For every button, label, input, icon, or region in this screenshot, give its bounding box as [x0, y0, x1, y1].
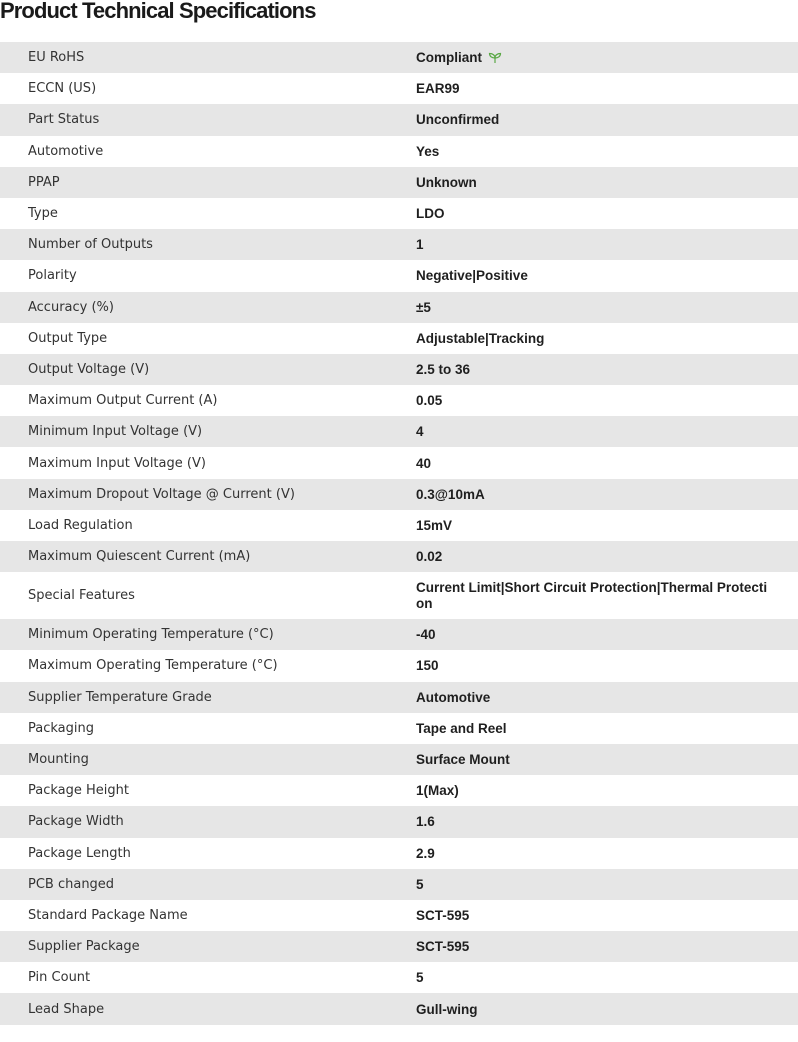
spec-row — [0, 650, 798, 681]
spec-row — [0, 682, 798, 713]
spec-value-wrap — [416, 627, 436, 642]
spec-value: 0.3@10mA — [416, 486, 485, 502]
spec-label: Minimum Input Voltage (V) — [28, 424, 203, 440]
spec-value: Current Limit|Short Circuit Protection|Thermal Protection — [416, 580, 768, 612]
spec-value-wrap — [416, 579, 768, 612]
spec-value-wrap — [416, 877, 424, 892]
spec-value-wrap — [416, 970, 424, 985]
spec-label: Supplier Temperature Grade — [28, 689, 212, 705]
spec-row — [0, 775, 798, 806]
spec-value-cell — [416, 572, 798, 619]
spec-value-cell — [416, 260, 798, 291]
spec-value-wrap — [416, 362, 470, 377]
spec-value-wrap — [416, 424, 424, 439]
spec-label: Pin Count — [28, 970, 91, 986]
spec-value-wrap — [416, 1002, 478, 1017]
spec-value: Unconfirmed — [416, 112, 500, 128]
spec-value-cell — [416, 541, 798, 572]
spec-value-wrap — [416, 518, 452, 533]
spec-row — [0, 416, 798, 447]
spec-row — [0, 619, 798, 650]
spec-row — [0, 292, 798, 323]
spec-label: Mounting — [28, 752, 89, 768]
spec-row — [0, 869, 798, 900]
spec-value: SCT-595 — [416, 907, 470, 923]
spec-value-cell — [416, 479, 798, 510]
spec-row — [0, 900, 798, 931]
spec-row — [0, 354, 798, 385]
page-title: Product Technical Specifications — [0, 0, 316, 23]
spec-row — [0, 385, 798, 416]
spec-value-cell — [416, 838, 798, 869]
spec-value-wrap — [416, 268, 528, 283]
spec-label: Supplier Package — [28, 939, 140, 955]
spec-row — [0, 229, 798, 260]
spec-label: Maximum Dropout Voltage @ Current (V) — [28, 486, 295, 502]
spec-label: Maximum Operating Temperature (°C) — [28, 658, 278, 674]
spec-value: 0.05 — [416, 393, 443, 409]
spec-value: Gull-wing — [416, 1001, 478, 1017]
spec-value-cell — [416, 104, 798, 135]
spec-value: 1(Max) — [416, 783, 459, 799]
spec-label: Part Status — [28, 112, 100, 128]
spec-row — [0, 198, 798, 229]
spec-label: EU RoHS — [28, 50, 85, 66]
spec-value-cell — [416, 775, 798, 806]
spec-value-wrap — [416, 908, 469, 923]
spec-value: Automotive — [416, 689, 491, 705]
spec-value-wrap — [416, 81, 460, 96]
spec-value: Tape and Reel — [416, 720, 507, 736]
spec-label: Packaging — [28, 720, 94, 736]
spec-value-wrap — [416, 331, 544, 346]
spec-value-wrap — [416, 144, 439, 159]
spec-row — [0, 838, 798, 869]
spec-value-cell — [416, 744, 798, 775]
spec-value-cell — [416, 292, 798, 323]
spec-label: Lead Shape — [28, 1001, 105, 1017]
spec-row — [0, 931, 798, 962]
leaf-icon — [488, 52, 502, 64]
spec-label: Package Height — [28, 783, 129, 799]
spec-label: Automotive — [28, 143, 104, 159]
spec-row — [0, 572, 798, 619]
spec-label: Type — [28, 206, 58, 222]
spec-label: ECCN (US) — [28, 81, 97, 97]
spec-label: Package Length — [28, 845, 131, 861]
spec-value: Negative|Positive — [416, 268, 528, 284]
spec-label: Load Regulation — [28, 517, 133, 533]
spec-value: EAR99 — [416, 81, 460, 97]
spec-value-cell — [416, 806, 798, 837]
spec-value: ±5 — [416, 299, 431, 315]
specs-table — [0, 42, 798, 1025]
spec-label: Package Width — [28, 814, 124, 830]
spec-row — [0, 713, 798, 744]
spec-label: Accuracy (%) — [28, 299, 114, 315]
spec-value: 40 — [416, 455, 432, 471]
spec-label: Standard Package Name — [28, 907, 188, 923]
spec-value-cell — [416, 167, 798, 198]
spec-row — [0, 962, 798, 993]
spec-value-cell — [416, 385, 798, 416]
spec-value: 1 — [416, 237, 424, 253]
spec-value: 2.5 to 36 — [416, 361, 471, 377]
spec-value-cell — [416, 198, 798, 229]
spec-value-wrap — [416, 487, 485, 502]
spec-value: 5 — [416, 970, 424, 986]
spec-value: Adjustable|Tracking — [416, 330, 545, 346]
spec-value-wrap — [416, 549, 442, 564]
spec-value-wrap — [416, 175, 477, 190]
spec-value-wrap — [416, 939, 469, 954]
spec-value-wrap — [416, 237, 424, 252]
spec-value: 5 — [416, 876, 424, 892]
spec-value: 1.6 — [416, 814, 435, 830]
spec-value: SCT-595 — [416, 939, 470, 955]
spec-value-cell — [416, 650, 798, 681]
spec-value: 150 — [416, 658, 439, 674]
spec-row — [0, 260, 798, 291]
spec-value-cell — [416, 416, 798, 447]
spec-value: 2.9 — [416, 845, 435, 861]
spec-value-wrap — [416, 300, 431, 315]
spec-value-wrap — [416, 690, 490, 705]
spec-value-cell — [416, 900, 798, 931]
spec-row — [0, 136, 798, 167]
spec-value-cell — [416, 682, 798, 713]
spec-row — [0, 323, 798, 354]
spec-row — [0, 993, 798, 1024]
spec-value: 0.02 — [416, 549, 443, 565]
spec-value-wrap — [416, 752, 510, 767]
spec-row — [0, 510, 798, 541]
spec-value-cell — [416, 323, 798, 354]
spec-value-cell — [416, 931, 798, 962]
spec-label: Output Type — [28, 330, 108, 346]
spec-row — [0, 42, 798, 73]
spec-value-cell — [416, 869, 798, 900]
spec-value-cell — [416, 447, 798, 478]
spec-value: LDO — [416, 206, 445, 222]
spec-label: PCB changed — [28, 876, 115, 892]
spec-value-cell — [416, 713, 798, 744]
spec-value-cell — [416, 42, 798, 73]
spec-value-cell — [416, 354, 798, 385]
spec-value-wrap — [416, 846, 435, 861]
spec-label: Special Features — [28, 588, 135, 604]
spec-value-wrap — [416, 393, 442, 408]
spec-value-cell — [416, 73, 798, 104]
spec-row — [0, 167, 798, 198]
spec-value-wrap — [416, 814, 435, 829]
spec-row — [0, 744, 798, 775]
spec-row — [0, 447, 798, 478]
spec-value-cell — [416, 993, 798, 1024]
spec-label: Output Voltage (V) — [28, 361, 150, 377]
spec-value-wrap — [416, 721, 507, 736]
spec-value: 4 — [416, 424, 424, 440]
spec-row — [0, 806, 798, 837]
spec-value-wrap — [416, 456, 431, 471]
spec-value: Yes — [416, 143, 440, 159]
spec-value-wrap — [416, 112, 499, 127]
spec-row — [0, 104, 798, 135]
spec-value-cell — [416, 619, 798, 650]
spec-value-cell — [416, 962, 798, 993]
spec-row — [0, 541, 798, 572]
spec-value-cell — [416, 136, 798, 167]
spec-label: Maximum Output Current (A) — [28, 393, 218, 409]
spec-label: Minimum Operating Temperature (°C) — [28, 627, 274, 643]
spec-value-wrap — [416, 783, 459, 798]
spec-value: 15mV — [416, 517, 453, 533]
spec-value: Unknown — [416, 174, 477, 190]
spec-row — [0, 479, 798, 510]
spec-label: Polarity — [28, 268, 77, 284]
spec-value-wrap — [416, 206, 445, 221]
spec-value: Surface Mount — [416, 752, 510, 768]
spec-label: PPAP — [28, 174, 60, 190]
spec-value-wrap — [416, 658, 439, 673]
spec-value: Compliant — [416, 50, 482, 66]
spec-value-cell — [416, 229, 798, 260]
spec-row — [0, 73, 798, 104]
spec-value-cell — [416, 510, 798, 541]
spec-label: Number of Outputs — [28, 237, 153, 253]
spec-label: Maximum Quiescent Current (mA) — [28, 549, 251, 565]
spec-value: -40 — [416, 627, 436, 643]
spec-label: Maximum Input Voltage (V) — [28, 455, 206, 471]
spec-value-wrap — [416, 50, 502, 65]
